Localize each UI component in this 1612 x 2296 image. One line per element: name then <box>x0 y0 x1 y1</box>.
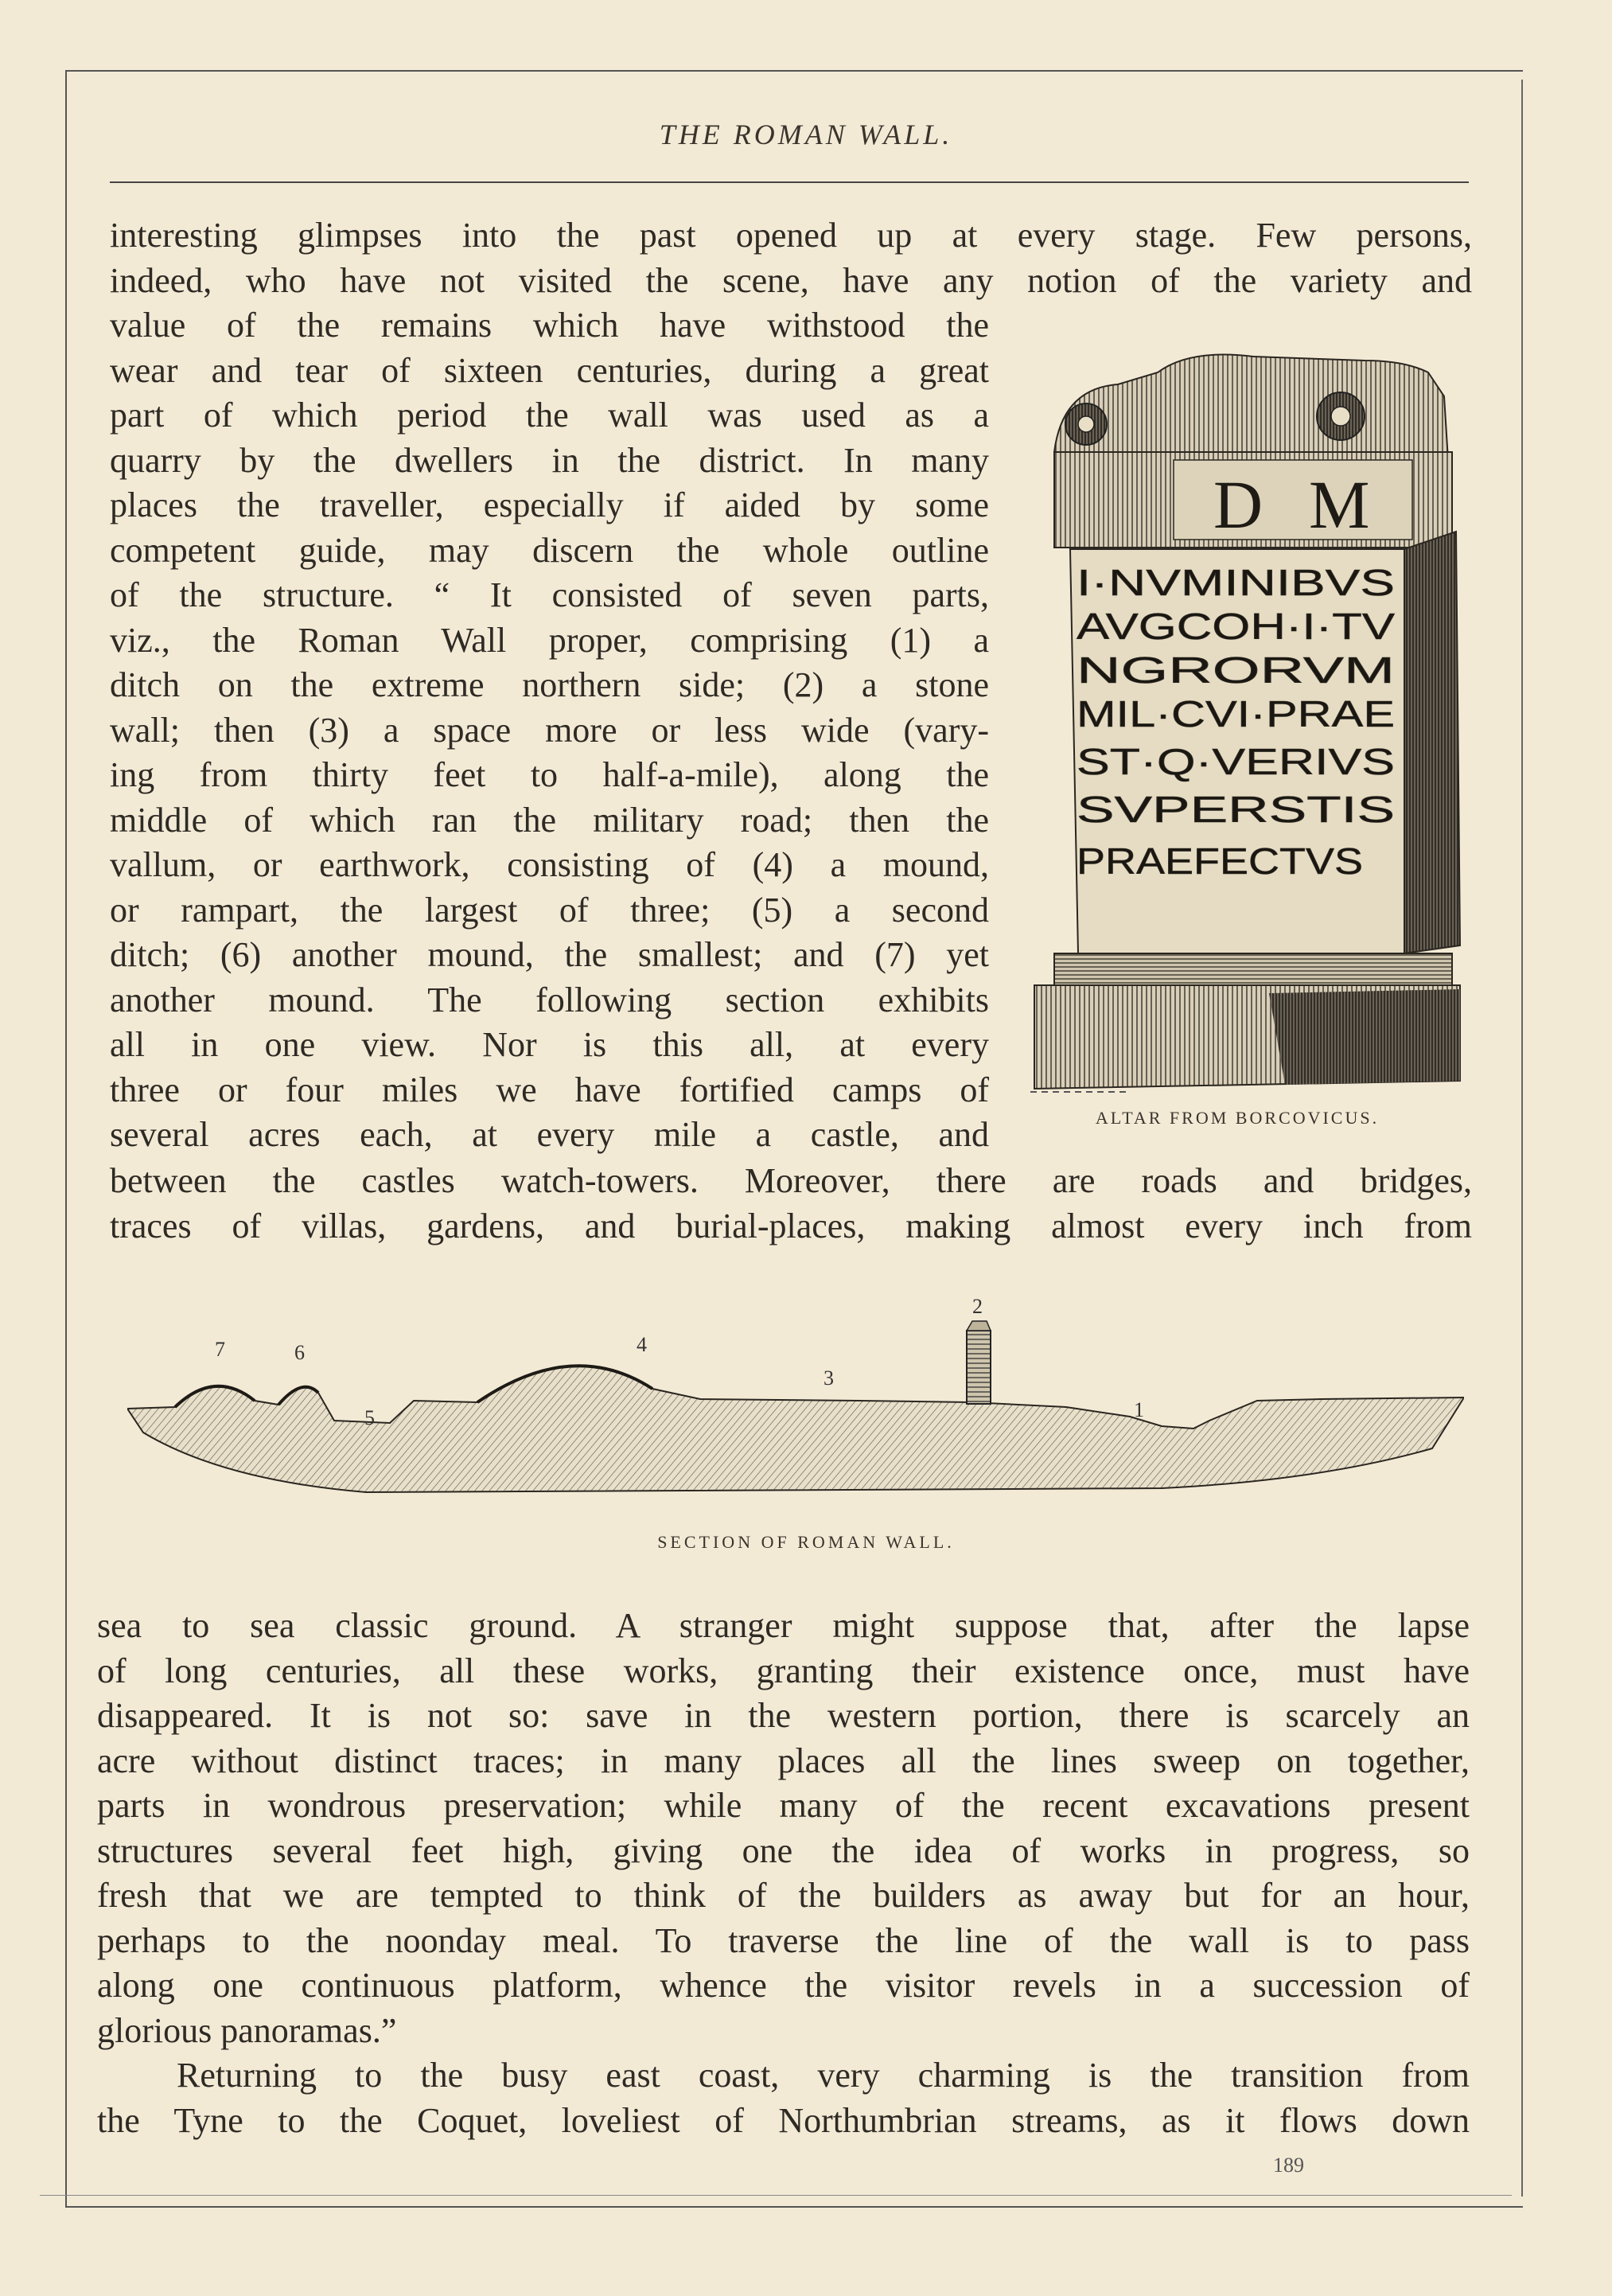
text-line: all in one view. Nor is this all, at every <box>110 1025 989 1064</box>
text-block-after-altar <box>110 1159 1472 1249</box>
inscription-line: SVPERSTIS <box>1077 789 1395 830</box>
section-label-5: 5 <box>364 1406 375 1429</box>
head-rule <box>110 181 1469 183</box>
inscription-line: NGRORVM <box>1077 649 1395 691</box>
text-line: value of the remains which have withstood the <box>110 306 989 345</box>
text-line: acre without distinct traces; in many places all the lines sweep on together, <box>97 1741 1470 1780</box>
text-line: between the castles watch-towers. Moreover, there are roads and bridges, <box>110 1161 1472 1200</box>
altar-illustration <box>1030 341 1476 1105</box>
section-label-3: 3 <box>824 1366 834 1390</box>
section-label-4: 4 <box>637 1333 647 1356</box>
altar-letter: D <box>1213 466 1264 543</box>
text-block-bottom <box>97 1604 1470 2143</box>
text-line: middle of which ran the military road; then the <box>110 800 989 840</box>
inscription-line: I·NVMINIBVS <box>1077 562 1395 603</box>
text-line: quarry by the dwellers in the district. In many <box>110 440 989 480</box>
text-line: structures several feet high, giving one the idea of works in progress, so <box>97 1830 1470 1870</box>
text-line: places the traveller, especially if aided by some <box>110 485 989 524</box>
section-label-7: 7 <box>215 1338 225 1361</box>
text-line: perhaps to the noonday meal. To traverse the line of the wall is to pass <box>97 1920 1470 1960</box>
text-line: three or four miles we have fortified camps of <box>110 1070 989 1109</box>
inscription-line: ST·Q·VERIVS <box>1077 741 1395 782</box>
page-frame-right <box>1521 80 1523 2197</box>
inscription-line: AVGCOH·I·TV <box>1077 606 1396 647</box>
text-line: of long centuries, all these works, granting their existence once, must have <box>97 1651 1470 1690</box>
running-head: THE ROMAN WALL. <box>659 119 953 150</box>
page-frame-top <box>65 70 1523 72</box>
section-label-2: 2 <box>972 1295 983 1318</box>
wall-section-diagram <box>127 1289 1464 1520</box>
altar-caption: ALTAR FROM BORCOVICUS. <box>1095 1108 1380 1128</box>
text-line: parts in wondrous preservation; while many of the recent excavations present <box>97 1786 1470 1825</box>
text-line: traces of villas, gardens, and burial-places, making almost every inch from <box>110 1206 1472 1245</box>
text-line: ditch; (6) another mound, the smallest; and (7) yet <box>110 935 989 974</box>
text-line: competent guide, may discern the whole outline <box>110 530 989 570</box>
inscription-line: MIL·CVI·PRAE <box>1077 693 1395 735</box>
page-frame-left <box>65 70 67 2207</box>
page-number: 189 <box>1273 2154 1304 2177</box>
inscription-line: PRAEFECTVS <box>1077 840 1363 882</box>
text-line: wear and tear of sixteen centuries, during a great <box>110 350 989 390</box>
section-label-6: 6 <box>294 1341 305 1364</box>
text-line: the Tyne to the Coquet, loveliest of Northumbrian streams, as it flows down <box>97 2100 1470 2140</box>
text-line: sea to sea classic ground. A stranger might suppose that, after the lapse <box>97 1606 1470 1645</box>
section-label-1: 1 <box>1134 1398 1144 1421</box>
text-line: interesting glimpses into the past opened up at every stage. Few persons, <box>110 216 1472 255</box>
text-line: disappeared. It is not so: save in the western portion, there is scarcely an <box>97 1696 1470 1735</box>
text-line: vallum, or earthwork, consisting of (4) a mound, <box>110 845 989 884</box>
text-line: part of which period the wall was used as a <box>110 396 989 435</box>
altar-letter: M <box>1309 466 1370 543</box>
text-line: another mound. The following section exhibits <box>110 980 989 1019</box>
section-caption: SECTION OF ROMAN WALL. <box>657 1532 955 1552</box>
text-line: Returning to the busy east coast, very charming is the transition from <box>177 2056 1470 2095</box>
text-block-beside-altar <box>110 303 989 1158</box>
text-line: wall; then (3) a space more or less wide (vary- <box>110 710 989 750</box>
text-line: ditch on the extreme northern side; (2) a stone <box>110 665 989 704</box>
text-line: fresh that we are tempted to think of the builders as away but for an hour, <box>97 1876 1470 1915</box>
page-frame-bottom-edge <box>40 2195 1512 2196</box>
text-line: of the structure. “ It consisted of seven parts, <box>110 575 989 614</box>
text-line: ing from thirty feet to half-a-mile), along the <box>110 755 989 794</box>
text-line: glorious panoramas.” <box>97 2010 397 2050</box>
page-frame-bottom <box>65 2206 1523 2208</box>
text-line: indeed, who have not visited the scene, have any notion of the variety and <box>110 260 1472 300</box>
text-block-top <box>110 213 1472 303</box>
text-line: several acres each, at every mile a castle, and <box>110 1115 989 1154</box>
text-line: along one continuous platform, whence the visitor revels in a succession of <box>97 1966 1470 2005</box>
text-line: viz., the Roman Wall proper, comprising (1) a <box>110 620 989 660</box>
text-line: or rampart, the largest of three; (5) a second <box>110 890 989 930</box>
